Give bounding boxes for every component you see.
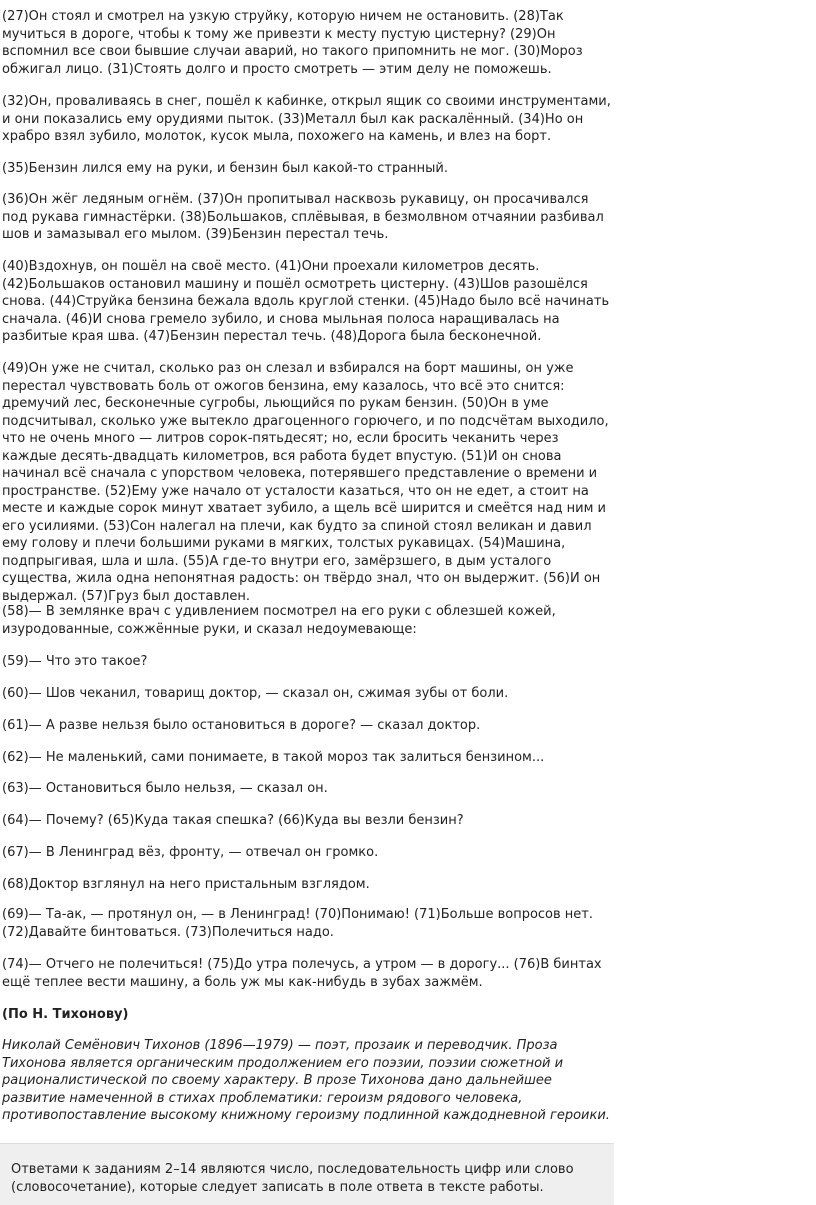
paragraph: (32)Он, проваливаясь в снег, пошёл к кабинке, открыл ящик со своими инструментами, и они показались ему орудиями пыток. (33)Металл был как раскалённый. (34)Но он храбро взял зубило, молоток, кусок мыла, похожего на камень, и влез на борт. [2, 94, 611, 144]
paragraph: (60)— Шов чеканил, товарищ доктор, — сказал он, сжимая зубы от боли. [2, 686, 509, 701]
author-bio: Николай Семёнович Тихонов (1896—1979) — поэт, прозаик и переводчик. Проза Тихонова является органическим продолжением его поэзии, поэзии сюжетной и рационалистической по своему характеру. В прозе Тихонова дано дальнейшее развитие намеченной в стихах проблематики: героизм рядового человека, противопоставление высокому книжному героизму подлинной каждодневной героики. [2, 1038, 610, 1123]
instructions-notice [0, 1143, 614, 1205]
source-credit: (По Н. Тихонову) [2, 1007, 129, 1022]
paragraph: (61)— А разве нельзя было остановиться в дороге? — сказал доктор. [2, 718, 481, 733]
paragraph: (63)— Остановиться было нельзя, — сказал он. [2, 781, 328, 796]
paragraph: (36)Он жёг ледяным огнём. (37)Он пропитывал насквозь рукавицу, он просачивался под рукава гимнастёрки. (38)Большаков, сплёвывая, в безмолвном отчаянии разбивал шов и замазывал его мылом. (39)Бензин перестал течь. [2, 192, 604, 242]
paragraph: (35)Бензин лился ему на руки, и бензин был какой-то странный. [2, 161, 449, 176]
instructions-text: Ответами к заданиям 2–14 являются число, последовательность цифр или слово (словосочетание), которые следует записать в поле ответа в тексте работы. [11, 1162, 574, 1195]
paragraph: (58)— В землянке врач с удивлением посмотрел на его руки с облезшей кожей, изуродованные, сожжённые руки, и сказал недоумевающе: [2, 604, 556, 637]
paragraph: (74)— Отчего не полечиться! (75)До утра полечусь, а утром — в дорогу... (76)В бинтах ещё теплее вести машину, а боль уж мы как-нибудь в зубах зажмём. [2, 957, 602, 990]
paragraph: (59)— Что это такое? [2, 654, 148, 669]
paragraph: (68)Доктор взглянул на него пристальным взглядом. [2, 877, 370, 892]
paragraph: (40)Вздохнув, он пошёл на своё место. (41)Они проехали километров десять. (42)Большаков остановил машину и пошёл осмотреть цистерну. (43)Шов разошёлся снова. (44)Струйка бензина бежала вдоль круглой стенки. (45)Надо было всё начинать сначала. (46)И снова гремело зубило, и снова мыльная полоса наращивалась на разбитые края шва. (47)Бензин перестал течь. (48)Дорога была бесконечной. [2, 259, 610, 344]
paragraph: (49)Он уже не считал, сколько раз он слезал и взбирался на борт машины, он уже перестал чувствовать боль от ожогов бензина, ему казалось, что всё это снится: дремучий лес, бесконечные сугробы, льющийся по рукам бензин. (50)Он в уме подсчитывал, сколько уже вытекло драгоценного горючего, и по подсчётам выходило, что не очень много — литров сорок-пятьдесят; но, если бросить чеканить через каждые десять-двадцать километров, вся работа будет впустую. (51)И он снова начинал всё сначала с упорством человека, потерявшего представление о времени и пространстве. (52)Ему уже начало от усталости казаться, что он не едет, а стоит на месте и каждые сорок минут хватает зубило, а щель всё ширится и смеётся над ним и его усилиями. (53)Сон налегал на плечи, как будто за спиной стоял великан и давил ему голову и плечи большими руками в мягких, толстых рукавицах. (54)Машина, подпрыгивая, шла и шла. (55)А где-то внутри его, замёрзшего, в дым усталого существа, жила одна непонятная радость: он твёрдо знал, что он выдержит. (56)И он выдержал. (57)Груз был доставлен. [2, 361, 609, 604]
paragraph: (69)— Та-ак, — протянул он, — в Ленинград! (70)Понимаю! (71)Больше вопросов нет. (72)Давайте бинтоваться. (73)Полечиться надо. [2, 907, 594, 940]
paragraph: (67)— В Ленинград вёз, фронту, — отвечал он громко. [2, 845, 379, 860]
paragraph: (62)— Не маленький, сами понимаете, в такой мороз так залиться бензином... [2, 750, 545, 765]
paragraph: (64)— Почему? (65)Куда такая спешка? (66)Куда вы везли бензин? [2, 813, 464, 828]
paragraph: (27)Он стоял и смотрел на узкую струйку, которую ничем не остановить. (28)Так мучиться в дороге, чтобы к тому же привезти к месту пустую цистерну? (29)Он вспомнил все свои бывшие случаи аварий, но такого припомнить не мог. (30)Мороз обжигал лицо. (31)Стоять долго и просто смотреть — этим делу не поможешь. [2, 9, 583, 77]
